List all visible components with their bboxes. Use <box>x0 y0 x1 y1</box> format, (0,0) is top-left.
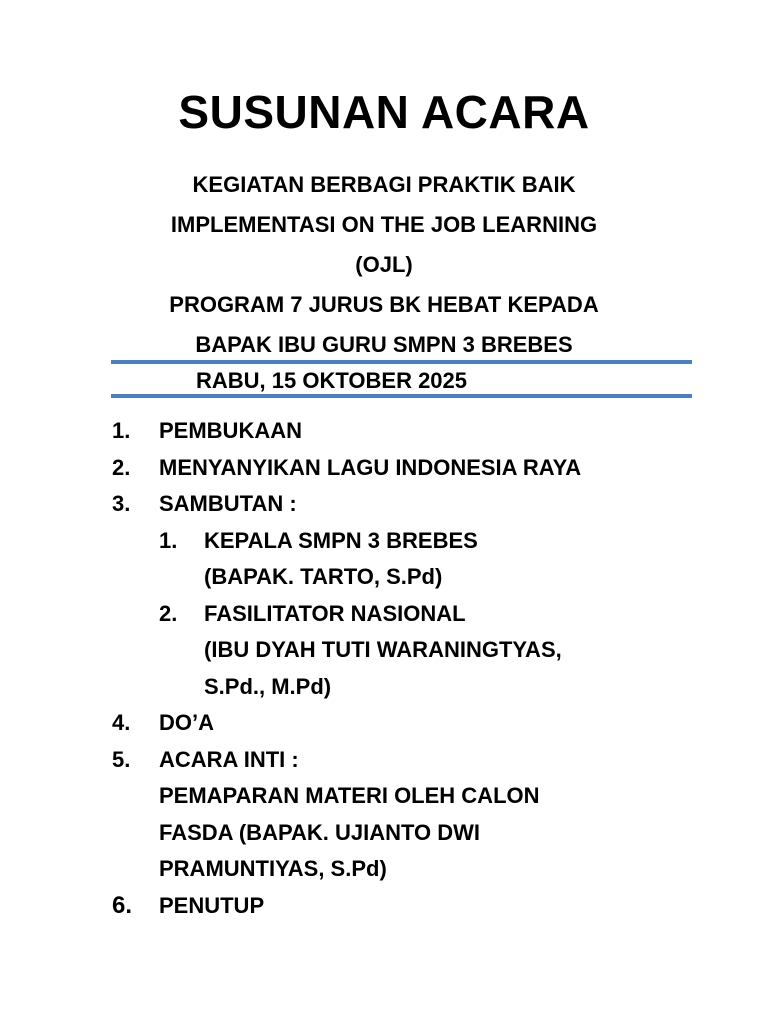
agenda-subitem-3-1 <box>0 523 768 560</box>
agenda-subnumber: 1. <box>159 527 178 553</box>
agenda-subtext: (IBU DYAH TUTI WARANINGTYAS, <box>204 637 562 662</box>
agenda-subitem-3-1-continued <box>0 559 768 596</box>
agenda-item-2 <box>0 450 768 487</box>
agenda-subitem-3-2-continued <box>0 669 768 706</box>
agenda-subtext: (BAPAK. TARTO, S.Pd) <box>204 564 443 589</box>
agenda-subtext: KEPALA SMPN 3 BREBES <box>204 527 478 553</box>
page-title: SUSUNAN ACARA <box>178 86 590 138</box>
agenda-item-1 <box>0 413 768 450</box>
event-subtitle <box>0 165 768 365</box>
agenda-number: 6. <box>112 891 133 919</box>
agenda-subitem-3-2 <box>0 596 768 633</box>
agenda-text: ACARA INTI : <box>159 746 299 772</box>
agenda-subtext: S.Pd., M.Pd) <box>204 673 332 699</box>
agenda-item-4 <box>0 705 768 742</box>
agenda-number: 1. <box>112 418 131 443</box>
subtitle-line-5: BAPAK IBU GURU SMPN 3 BREBES <box>195 332 573 357</box>
agenda-number: 4. <box>112 710 131 735</box>
subtitle-line-1: KEGIATAN BERBAGI PRAKTIK BAIK <box>192 172 576 197</box>
agenda-item-5-continued <box>0 815 768 852</box>
subtitle-line-4: PROGRAM 7 JURUS BK HEBAT KEPADA <box>169 292 599 317</box>
agenda-item-5 <box>0 742 768 779</box>
subtitle-line-3: (OJL) <box>355 252 413 277</box>
agenda-item-5-continued <box>0 851 768 888</box>
agenda-item-3 <box>0 486 768 523</box>
agenda-text: PENUTUP <box>159 892 265 918</box>
top-divider <box>111 360 692 364</box>
agenda-number: 3. <box>112 491 131 516</box>
agenda-subnumber: 2. <box>159 600 178 626</box>
agenda-subitem-3-2-continued <box>0 632 768 669</box>
agenda-subtext: FASILITATOR NASIONAL <box>204 600 466 626</box>
agenda-text: DO’A <box>159 710 214 735</box>
agenda-text: SAMBUTAN : <box>159 491 297 516</box>
agenda-item-6 <box>0 888 768 925</box>
agenda-text: PEMBUKAAN <box>159 418 302 443</box>
agenda-text: PEMAPARAN MATERI OLEH CALON <box>159 783 540 808</box>
agenda-text: MENYANYIKAN LAGU INDONESIA RAYA <box>159 454 582 480</box>
subtitle-line-2: IMPLEMENTASI ON THE JOB LEARNING <box>170 212 598 237</box>
agenda-number: 2. <box>112 454 131 480</box>
agenda-text: PRAMUNTIYAS, S.Pd) <box>159 856 387 881</box>
event-date: RABU, 15 OKTOBER 2025 <box>196 368 468 393</box>
agenda-item-5-continued <box>0 778 768 815</box>
bottom-divider <box>111 394 692 398</box>
agenda-list <box>0 413 768 924</box>
agenda-number: 5. <box>112 746 131 772</box>
agenda-text: FASDA (BAPAK. UJIANTO DWI <box>159 819 481 845</box>
